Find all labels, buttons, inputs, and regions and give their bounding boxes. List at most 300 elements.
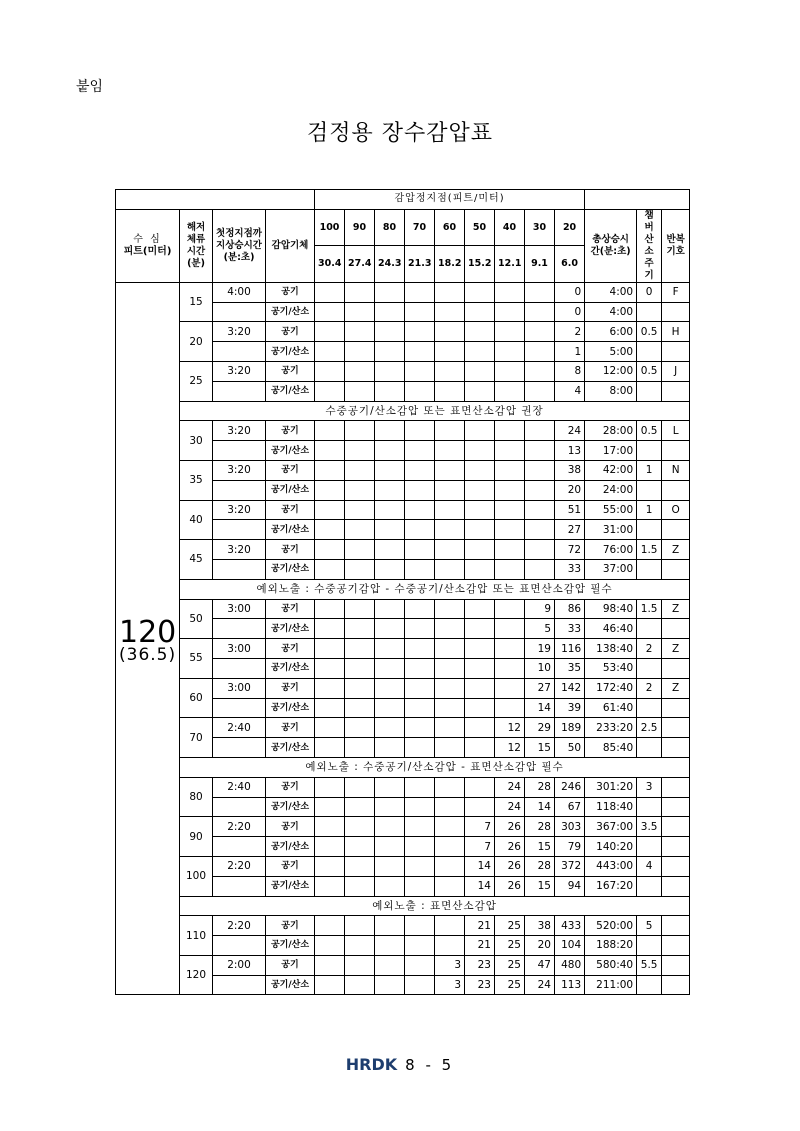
- gas-cell: 공기/산소: [266, 441, 315, 461]
- table-row: [116, 955, 690, 975]
- stop-time-cell: 0: [555, 282, 585, 302]
- depth-header-top: 수 심: [133, 233, 162, 245]
- stop-time-cell: [315, 817, 345, 837]
- total-time-cell: 4:00: [585, 282, 637, 302]
- stop-time-cell: [465, 738, 495, 758]
- stop-time-cell: [435, 302, 465, 322]
- gas-cell: 공기/산소: [266, 619, 315, 639]
- stop-time-cell: [495, 421, 525, 441]
- chamber-o2-cell: 2.5: [637, 718, 662, 738]
- stop-time-cell: [375, 480, 405, 500]
- stop-time-cell: [495, 520, 525, 540]
- stop-time-cell: 24: [495, 777, 525, 797]
- repet-group-cell: [662, 302, 690, 322]
- stop-time-cell: [315, 302, 345, 322]
- stop-time-cell: [375, 302, 405, 322]
- stop-time-cell: 189: [555, 718, 585, 738]
- stop-time-cell: 303: [555, 817, 585, 837]
- total-time-cell: 31:00: [585, 520, 637, 540]
- stop-ft-header: 40: [495, 209, 525, 246]
- stop-time-cell: 79: [555, 837, 585, 857]
- stop-m-header: 12.1: [495, 246, 525, 283]
- gas-cell: 공기: [266, 460, 315, 480]
- stop-time-cell: 25: [495, 975, 525, 995]
- stop-time-cell: [315, 480, 345, 500]
- first-stop-time-cell: 3:20: [213, 361, 266, 381]
- stop-time-cell: [375, 876, 405, 896]
- first-stop-time-cell: 2:20: [213, 916, 266, 936]
- stop-time-cell: [375, 837, 405, 857]
- stop-time-cell: [465, 639, 495, 659]
- stop-time-cell: [345, 916, 375, 936]
- stop-time-cell: [405, 639, 435, 659]
- stop-time-cell: [405, 282, 435, 302]
- stop-time-cell: [465, 282, 495, 302]
- stop-time-cell: 14: [525, 797, 555, 817]
- depth-cell: [116, 282, 180, 995]
- stop-time-cell: 21: [465, 916, 495, 936]
- stop-time-cell: [315, 361, 345, 381]
- total-time-cell: 5:00: [585, 342, 637, 362]
- stop-time-cell: [315, 639, 345, 659]
- gas-cell: 공기/산소: [266, 876, 315, 896]
- stop-time-cell: [435, 520, 465, 540]
- stop-time-cell: [525, 322, 555, 342]
- stop-time-cell: [375, 975, 405, 995]
- bottom-time-cell: 110: [180, 916, 213, 956]
- stop-time-cell: [525, 381, 555, 401]
- repet-group-cell: [662, 441, 690, 461]
- table-row: [116, 540, 690, 560]
- stop-time-cell: [345, 975, 375, 995]
- stop-time-cell: [435, 639, 465, 659]
- stop-time-cell: 113: [555, 975, 585, 995]
- stop-time-cell: [495, 441, 525, 461]
- gas-cell: 공기/산소: [266, 302, 315, 322]
- stop-time-cell: [315, 421, 345, 441]
- gas-cell: 공기/산소: [266, 738, 315, 758]
- stop-time-cell: [375, 361, 405, 381]
- stop-time-cell: [465, 381, 495, 401]
- stop-time-cell: [405, 619, 435, 639]
- table-row: [116, 421, 690, 441]
- stop-time-cell: [345, 856, 375, 876]
- repet-group-cell: [662, 817, 690, 837]
- stop-time-cell: [345, 361, 375, 381]
- stop-time-cell: [435, 837, 465, 857]
- stop-time-cell: [405, 540, 435, 560]
- stop-time-cell: 23: [465, 975, 495, 995]
- stop-time-cell: [345, 342, 375, 362]
- stop-time-cell: [435, 738, 465, 758]
- repet-group-cell: [662, 718, 690, 738]
- stop-time-cell: [375, 559, 405, 579]
- total-time-cell: 46:40: [585, 619, 637, 639]
- table-row: [116, 639, 690, 659]
- gas-cell: 공기: [266, 361, 315, 381]
- stop-time-cell: 15: [525, 876, 555, 896]
- repet-group-cell: [662, 559, 690, 579]
- stop-time-cell: 24: [555, 421, 585, 441]
- stop-time-cell: 142: [555, 678, 585, 698]
- stop-time-cell: [315, 658, 345, 678]
- gas-cell: 공기/산소: [266, 975, 315, 995]
- decompression-table: [115, 189, 690, 995]
- stop-time-cell: [315, 619, 345, 639]
- depth-header-bottom: 피트(미터): [123, 245, 172, 257]
- stop-time-cell: [435, 718, 465, 738]
- stop-time-cell: [405, 500, 435, 520]
- repet-group-cell: [662, 480, 690, 500]
- stop-time-cell: [435, 856, 465, 876]
- stop-time-cell: [405, 698, 435, 718]
- stop-time-cell: 19: [525, 639, 555, 659]
- stop-time-cell: [405, 738, 435, 758]
- stop-time-cell: 26: [495, 837, 525, 857]
- repet-group-cell: L: [662, 421, 690, 441]
- total-time-cell: 12:00: [585, 361, 637, 381]
- stop-time-cell: [345, 817, 375, 837]
- stop-time-cell: [495, 480, 525, 500]
- first-stop-time-cell: 3:20: [213, 421, 266, 441]
- stop-time-cell: [375, 599, 405, 619]
- total-time-cell: 167:20: [585, 876, 637, 896]
- stop-time-cell: [525, 302, 555, 322]
- total-time-cell: 233:20: [585, 718, 637, 738]
- stop-time-cell: [345, 738, 375, 758]
- stop-time-cell: 28: [525, 817, 555, 837]
- chamber-o2-cell: [637, 797, 662, 817]
- total-time-cell: 140:20: [585, 837, 637, 857]
- stop-time-cell: 14: [465, 856, 495, 876]
- stop-time-cell: [345, 460, 375, 480]
- stop-time-cell: [435, 698, 465, 718]
- stop-time-cell: [465, 698, 495, 718]
- repet-group-cell: F: [662, 282, 690, 302]
- first-stop-time-cell: [213, 658, 266, 678]
- stop-time-cell: [525, 540, 555, 560]
- bottom-time-cell: 100: [180, 856, 213, 896]
- gas-cell: 공기/산소: [266, 559, 315, 579]
- repet-group-cell: N: [662, 460, 690, 480]
- stop-time-cell: [405, 342, 435, 362]
- chamber-o2-cell: 5.5: [637, 955, 662, 975]
- chamber-o2-cell: [637, 975, 662, 995]
- total-time-header: 총상승시간(분:초): [585, 209, 637, 282]
- chamber-o2-cell: 0.5: [637, 421, 662, 441]
- repet-group-cell: [662, 520, 690, 540]
- stop-time-cell: 39: [555, 698, 585, 718]
- stop-time-cell: [405, 876, 435, 896]
- stop-time-cell: 1: [555, 342, 585, 362]
- total-time-cell: 443:00: [585, 856, 637, 876]
- chamber-o2-cell: [637, 837, 662, 857]
- repet-group-cell: [662, 738, 690, 758]
- chamber-o2-cell: 5: [637, 916, 662, 936]
- stop-time-cell: [345, 540, 375, 560]
- stop-time-cell: 7: [465, 837, 495, 857]
- stop-time-cell: [405, 441, 435, 461]
- stop-time-cell: 14: [465, 876, 495, 896]
- bottom-time-cell: 120: [180, 955, 213, 995]
- repet-group-cell: H: [662, 322, 690, 342]
- stop-m-header: 24.3: [375, 246, 405, 283]
- stop-time-cell: [375, 421, 405, 441]
- stop-time-cell: [435, 480, 465, 500]
- stop-time-cell: [435, 658, 465, 678]
- stop-time-cell: [345, 302, 375, 322]
- stop-time-cell: 480: [555, 955, 585, 975]
- gas-cell: 공기: [266, 718, 315, 738]
- stop-time-cell: [435, 797, 465, 817]
- total-time-cell: 118:40: [585, 797, 637, 817]
- stop-time-cell: [465, 361, 495, 381]
- stop-time-cell: [405, 916, 435, 936]
- stop-time-cell: 8: [555, 361, 585, 381]
- stop-time-cell: 15: [525, 738, 555, 758]
- chamber-o2-cell: 1: [637, 500, 662, 520]
- stop-time-cell: [435, 500, 465, 520]
- stop-time-cell: [375, 500, 405, 520]
- stop-time-cell: [405, 837, 435, 857]
- stop-time-cell: 246: [555, 777, 585, 797]
- stop-time-cell: [465, 777, 495, 797]
- table-row: [116, 460, 690, 480]
- total-time-cell: 367:00: [585, 817, 637, 837]
- chamber-o2-cell: 3: [637, 777, 662, 797]
- stop-time-cell: [375, 856, 405, 876]
- stop-time-cell: [435, 876, 465, 896]
- stop-time-cell: [435, 540, 465, 560]
- first-stop-time-cell: 4:00: [213, 282, 266, 302]
- first-stop-time-cell: [213, 441, 266, 461]
- gas-cell: 공기/산소: [266, 381, 315, 401]
- chamber-o2-cell: [637, 302, 662, 322]
- stop-time-cell: [435, 322, 465, 342]
- stop-time-cell: [435, 559, 465, 579]
- stop-time-cell: 10: [525, 658, 555, 678]
- stop-time-cell: [405, 817, 435, 837]
- stop-time-cell: [435, 817, 465, 837]
- stop-time-cell: [315, 916, 345, 936]
- total-time-cell: 98:40: [585, 599, 637, 619]
- stop-time-cell: 51: [555, 500, 585, 520]
- stop-time-cell: 26: [495, 817, 525, 837]
- stop-time-cell: [495, 361, 525, 381]
- first-stop-time-cell: [213, 559, 266, 579]
- gas-cell: 공기/산소: [266, 698, 315, 718]
- stop-time-cell: [375, 639, 405, 659]
- stop-time-cell: [315, 540, 345, 560]
- stop-time-cell: [315, 718, 345, 738]
- stop-time-cell: 28: [525, 856, 555, 876]
- first-stop-time-cell: [213, 797, 266, 817]
- gas-cell: 공기: [266, 639, 315, 659]
- note-cell: 예외노출 : 수중공기/산소감압 - 표면산소감압 필수: [180, 757, 690, 777]
- repet-group-cell: [662, 975, 690, 995]
- stop-time-cell: [435, 619, 465, 639]
- stop-time-cell: [435, 381, 465, 401]
- stop-time-cell: 2: [555, 322, 585, 342]
- depth-m: (36.5): [119, 644, 177, 665]
- repet-group-cell: [662, 797, 690, 817]
- chamber-o2-cell: [637, 619, 662, 639]
- bottom-time-cell: 30: [180, 421, 213, 461]
- first-stop-time-cell: 2:20: [213, 817, 266, 837]
- stop-time-cell: 20: [525, 936, 555, 956]
- bottom-time-cell: 80: [180, 777, 213, 817]
- total-time-cell: 188:20: [585, 936, 637, 956]
- page-number: 8 - 5: [405, 1056, 455, 1074]
- stop-time-cell: [315, 975, 345, 995]
- first-stop-time-cell: 2:40: [213, 777, 266, 797]
- repet-group-cell: Z: [662, 639, 690, 659]
- repet-group-cell: [662, 342, 690, 362]
- stop-time-cell: [315, 856, 345, 876]
- bottom-time-cell: 70: [180, 718, 213, 758]
- stops-group-header: 감압정지점(피트/미터): [315, 190, 585, 210]
- chamber-o2-cell: [637, 876, 662, 896]
- total-time-cell: 138:40: [585, 639, 637, 659]
- table-row: [116, 777, 690, 797]
- stop-time-cell: 4: [555, 381, 585, 401]
- stop-time-cell: [465, 421, 495, 441]
- stop-time-cell: [345, 955, 375, 975]
- chamber-o2-cell: [637, 441, 662, 461]
- stop-time-cell: [465, 500, 495, 520]
- stop-time-cell: 72: [555, 540, 585, 560]
- stop-time-cell: [315, 797, 345, 817]
- stop-m-header: 30.4: [315, 246, 345, 283]
- stop-time-cell: [495, 639, 525, 659]
- stop-time-cell: 116: [555, 639, 585, 659]
- gas-cell: 공기/산소: [266, 342, 315, 362]
- stop-time-cell: [525, 441, 555, 461]
- stop-time-cell: 28: [525, 777, 555, 797]
- stop-time-cell: [405, 797, 435, 817]
- gas-cell: 공기/산소: [266, 837, 315, 857]
- repet-group-cell: [662, 381, 690, 401]
- stop-ft-header: 70: [405, 209, 435, 246]
- stop-time-cell: [435, 936, 465, 956]
- stop-time-cell: [495, 540, 525, 560]
- table-row: [116, 916, 690, 936]
- stop-time-cell: [435, 421, 465, 441]
- gas-cell: 공기: [266, 500, 315, 520]
- stop-time-cell: [435, 777, 465, 797]
- bottom-time-cell: 35: [180, 460, 213, 500]
- stop-time-cell: [345, 678, 375, 698]
- stop-time-cell: [315, 322, 345, 342]
- stop-time-cell: [375, 381, 405, 401]
- note-row: [116, 896, 690, 916]
- stop-time-cell: 15: [525, 837, 555, 857]
- stop-time-cell: [375, 678, 405, 698]
- gas-cell: 공기: [266, 817, 315, 837]
- stop-time-cell: 3: [435, 975, 465, 995]
- stop-time-cell: 86: [555, 599, 585, 619]
- stop-time-cell: [345, 520, 375, 540]
- stop-time-cell: [405, 975, 435, 995]
- stop-time-cell: [465, 441, 495, 461]
- chamber-o2-cell: [637, 342, 662, 362]
- total-time-cell: 172:40: [585, 678, 637, 698]
- stop-time-cell: 14: [525, 698, 555, 718]
- chamber-o2-cell: [637, 559, 662, 579]
- table-row: [116, 282, 690, 302]
- stop-time-cell: 50: [555, 738, 585, 758]
- first-stop-time-cell: 3:20: [213, 322, 266, 342]
- stop-time-cell: [375, 520, 405, 540]
- stop-m-header: 9.1: [525, 246, 555, 283]
- stop-time-cell: [465, 797, 495, 817]
- note-row: [116, 401, 690, 421]
- stop-ft-header: 50: [465, 209, 495, 246]
- stop-time-cell: [525, 421, 555, 441]
- stop-time-cell: 3: [435, 955, 465, 975]
- stop-time-cell: [375, 817, 405, 837]
- stop-time-cell: 27: [555, 520, 585, 540]
- stop-time-cell: [495, 381, 525, 401]
- note-cell: 수중공기/산소감압 또는 표면산소감압 권장: [180, 401, 690, 421]
- stop-time-cell: [375, 955, 405, 975]
- stop-time-cell: [495, 619, 525, 639]
- total-time-cell: 37:00: [585, 559, 637, 579]
- bottom-time-cell: 40: [180, 500, 213, 540]
- stop-time-cell: [405, 520, 435, 540]
- stop-time-cell: [375, 658, 405, 678]
- repet-group-cell: Z: [662, 599, 690, 619]
- stop-time-cell: 27: [525, 678, 555, 698]
- note-cell: 예외노출 : 표면산소감압: [180, 896, 690, 916]
- table-row: [116, 599, 690, 619]
- table-row: [116, 856, 690, 876]
- stop-time-cell: [315, 876, 345, 896]
- stop-time-cell: [405, 955, 435, 975]
- chamber-o2-cell: 0.5: [637, 322, 662, 342]
- stop-ft-header: 30: [525, 209, 555, 246]
- stop-time-cell: [315, 441, 345, 461]
- stop-time-cell: [315, 599, 345, 619]
- repet-group-cell: Z: [662, 540, 690, 560]
- gas-cell: 공기: [266, 916, 315, 936]
- stop-time-cell: [435, 342, 465, 362]
- stop-time-cell: [405, 658, 435, 678]
- bottom-time-cell: 15: [180, 282, 213, 322]
- stop-time-cell: 33: [555, 559, 585, 579]
- gas-cell: 공기: [266, 678, 315, 698]
- first-stop-time-cell: 3:20: [213, 540, 266, 560]
- stop-time-cell: [315, 282, 345, 302]
- stop-time-cell: [495, 678, 525, 698]
- gas-cell: 공기/산소: [266, 658, 315, 678]
- chamber-o2-cell: 4: [637, 856, 662, 876]
- stop-time-cell: [375, 540, 405, 560]
- stop-time-cell: [405, 480, 435, 500]
- repet-group-cell: [662, 856, 690, 876]
- stop-time-cell: [495, 282, 525, 302]
- stop-time-cell: [315, 520, 345, 540]
- repet-group-cell: [662, 619, 690, 639]
- repet-group-cell: [662, 777, 690, 797]
- bottom-time-cell: 55: [180, 639, 213, 679]
- repet-group-cell: [662, 837, 690, 857]
- stop-time-cell: [345, 639, 375, 659]
- gas-cell: 공기: [266, 599, 315, 619]
- first-stop-time-cell: [213, 837, 266, 857]
- stop-time-cell: [345, 797, 375, 817]
- chamber-o2-cell: 2: [637, 639, 662, 659]
